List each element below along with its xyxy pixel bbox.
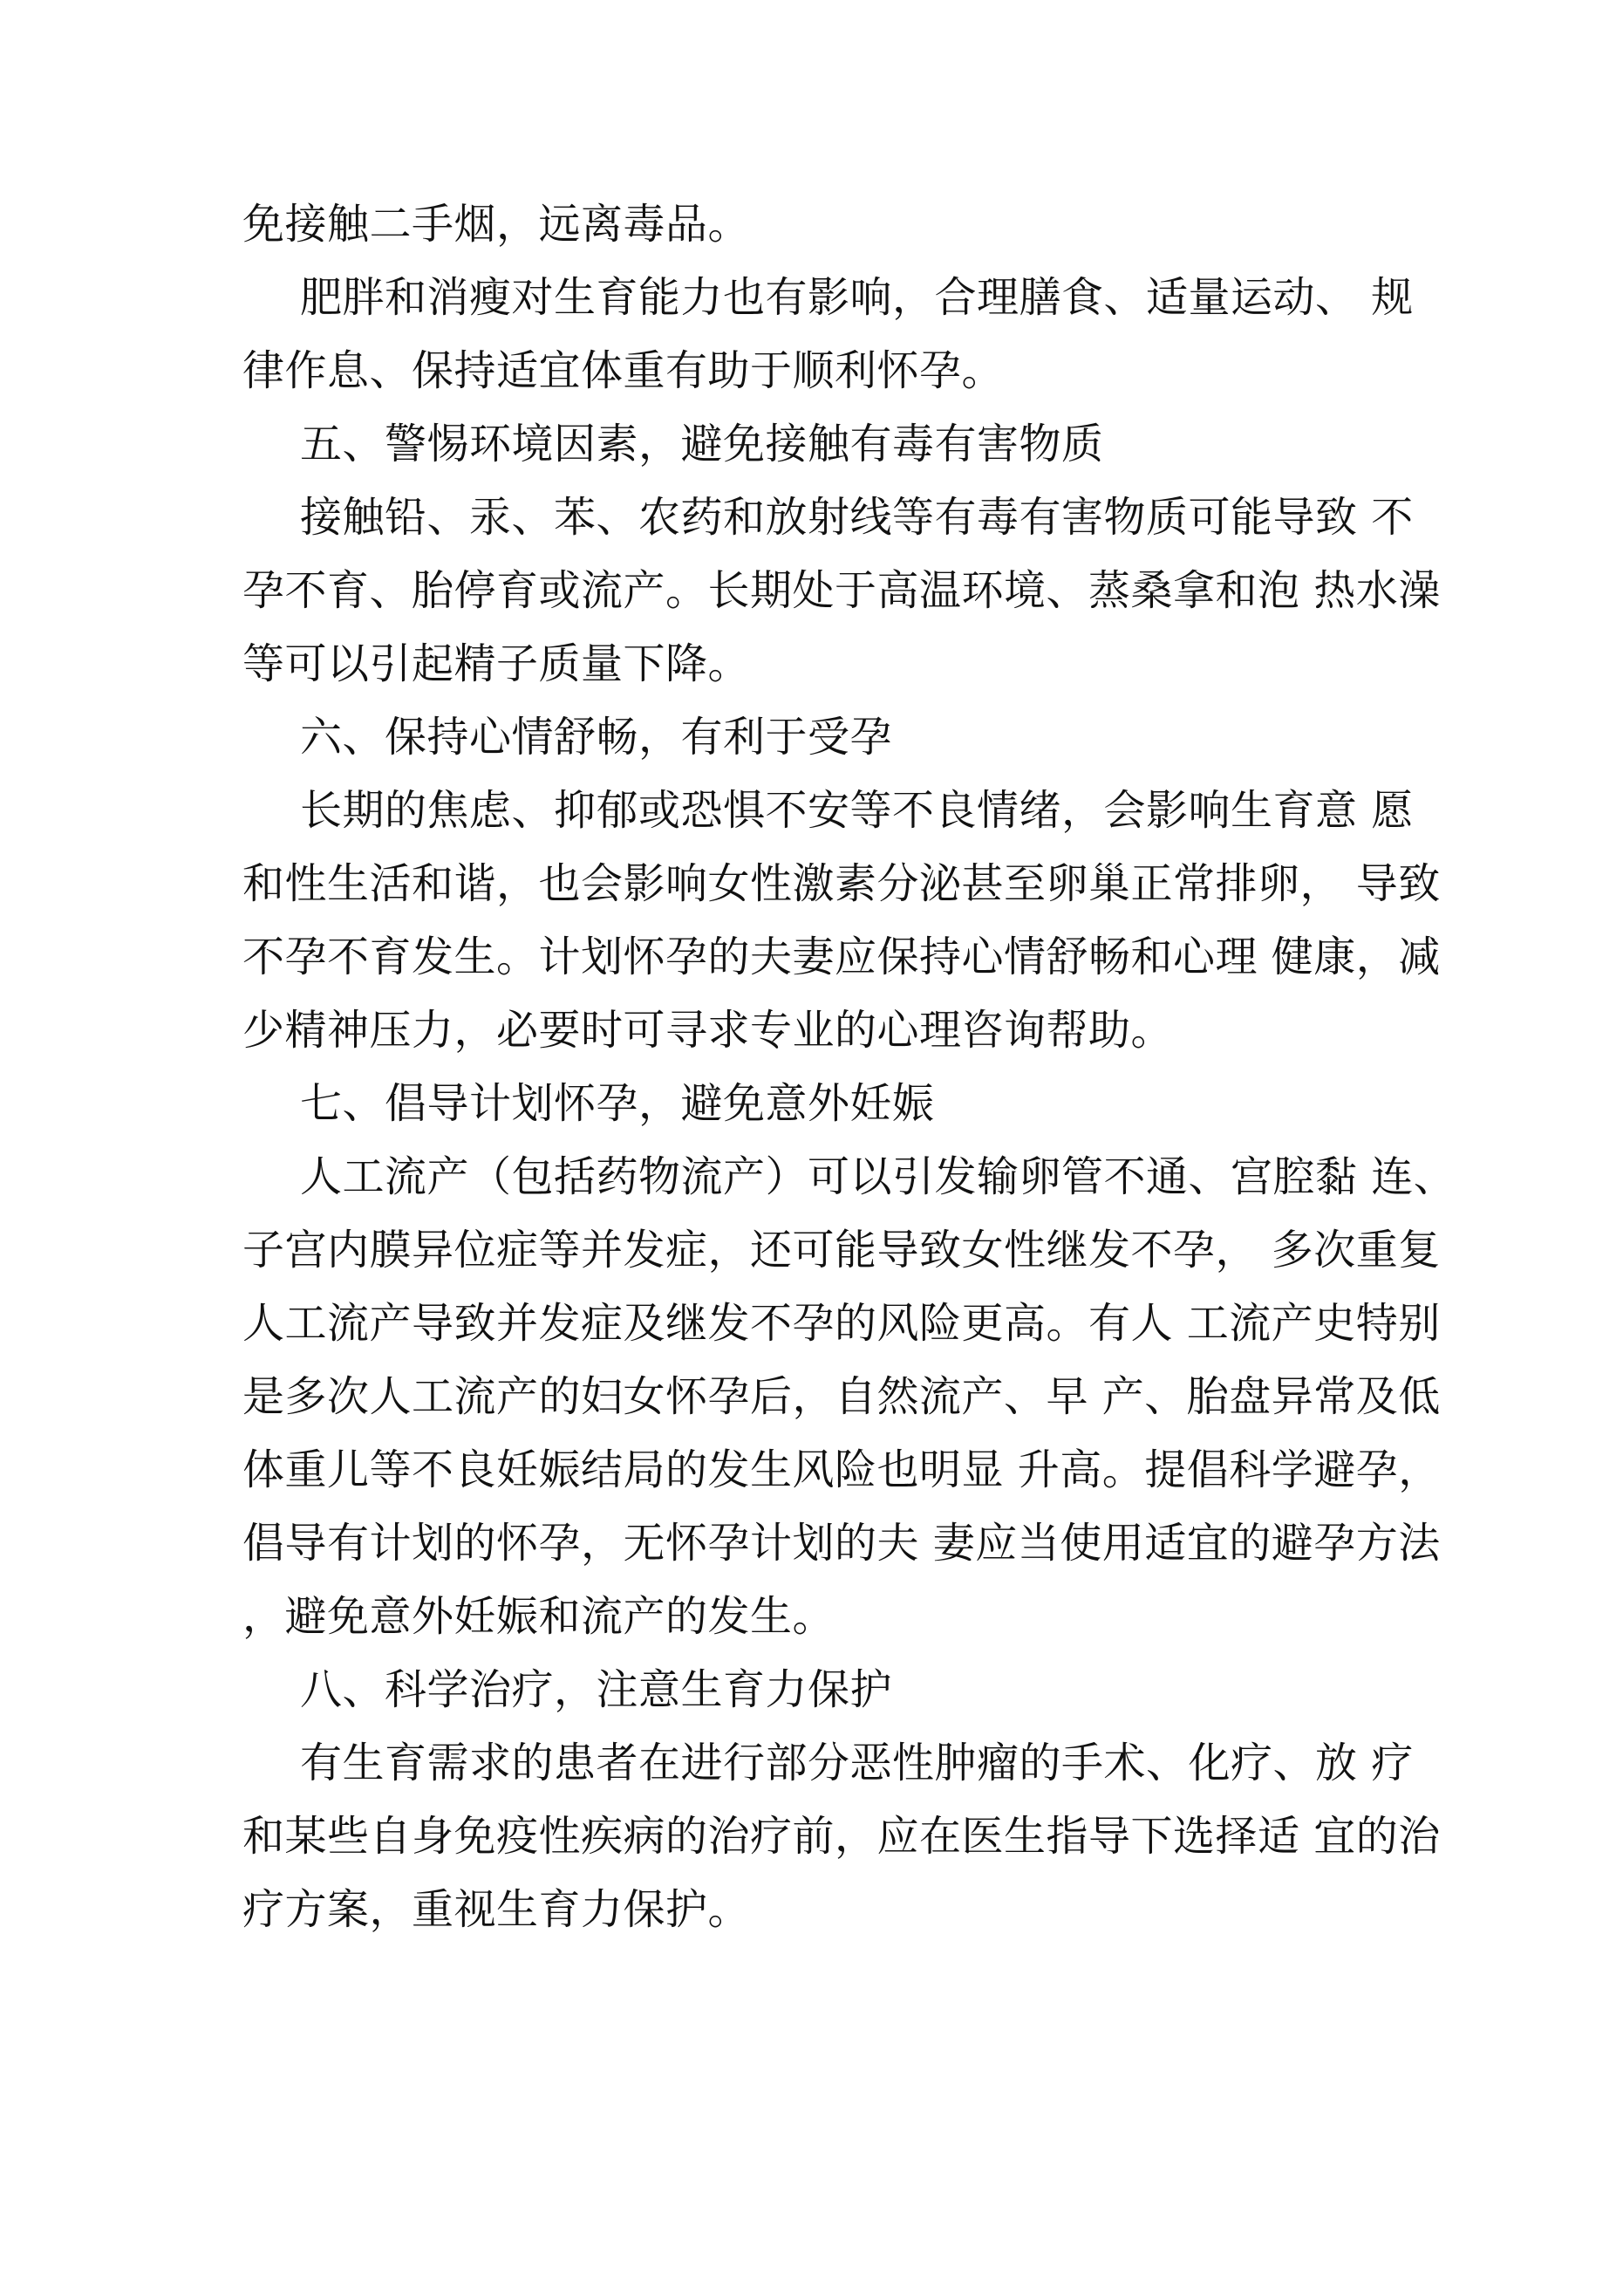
text-line: 子宫内膜异位症等并发症，还可能导致女性继发不孕， 多次重复 xyxy=(242,1226,1441,1274)
text-line: 倡导有计划的怀孕，无怀孕计划的夫 妻应当使用适宜的避孕方法 xyxy=(242,1519,1441,1568)
text-line: 人工流产导致并发症及继发不孕的风险更高。有人 工流产史特别 xyxy=(242,1299,1441,1348)
text-line: 人工流产（包括药物流产）可以引发输卵管不通、宫腔黏 连、 xyxy=(300,1152,1456,1201)
section-heading: 五、警惕环境因素，避免接触有毒有害物质 xyxy=(300,420,1104,468)
text-line: 不孕不育发生。计划怀孕的夫妻应保持心情舒畅和心理 健康，减 xyxy=(242,933,1441,981)
text-line: 肥胖和消瘦对生育能力也有影响，合理膳食、适量运动、 规 xyxy=(300,273,1414,322)
document-body xyxy=(242,188,1456,1946)
text-line: 等可以引起精子质量下降。 xyxy=(242,639,751,688)
text-line: ，避免意外妊娠和流产的发生。 xyxy=(242,1592,835,1641)
text-line: 疗方案，重视生育力保护。 xyxy=(242,1885,751,1934)
text-line: 长期的焦虑、抑郁或恐惧不安等不良情绪，会影响生育意 愿 xyxy=(300,786,1414,835)
text-line: 律作息、保持适宜体重有助于顺利怀孕。 xyxy=(242,346,1005,395)
text-line: 免接触二手烟，远离毒品。 xyxy=(242,200,751,249)
text-line: 有生育需求的患者在进行部分恶性肿瘤的手术、化疗、放 疗 xyxy=(300,1739,1414,1787)
text-line: 接触铅、汞、苯、农药和放射线等有毒有害物质可能导致 不 xyxy=(300,493,1414,542)
text-line: 和某些自身免疫性疾病的治疗前，应在医生指导下选择适 宜的治 xyxy=(242,1812,1441,1861)
section-heading: 六、保持心情舒畅，有利于受孕 xyxy=(300,713,893,762)
text-line: 体重儿等不良妊娠结局的发生风险也明显 升高。提倡科学避孕， xyxy=(242,1445,1441,1494)
text-line: 和性生活和谐，也会影响女性激素分泌甚至卵巢正常排卵， 导致 xyxy=(242,859,1441,908)
text-line: 孕不育、胎停育或流产。长期处于高温环境、蒸桑拿和泡 热水澡 xyxy=(242,566,1441,615)
section-heading: 八、科学治疗，注意生育力保护 xyxy=(300,1665,893,1714)
text-line: 是多次人工流产的妇女怀孕后，自然流产、早 产、胎盘异常及低 xyxy=(242,1372,1441,1421)
text-line: 少精神压力，必要时可寻求专业的心理咨询帮助。 xyxy=(242,1006,1174,1055)
section-heading: 七、倡导计划怀孕，避免意外妊娠 xyxy=(300,1079,935,1128)
